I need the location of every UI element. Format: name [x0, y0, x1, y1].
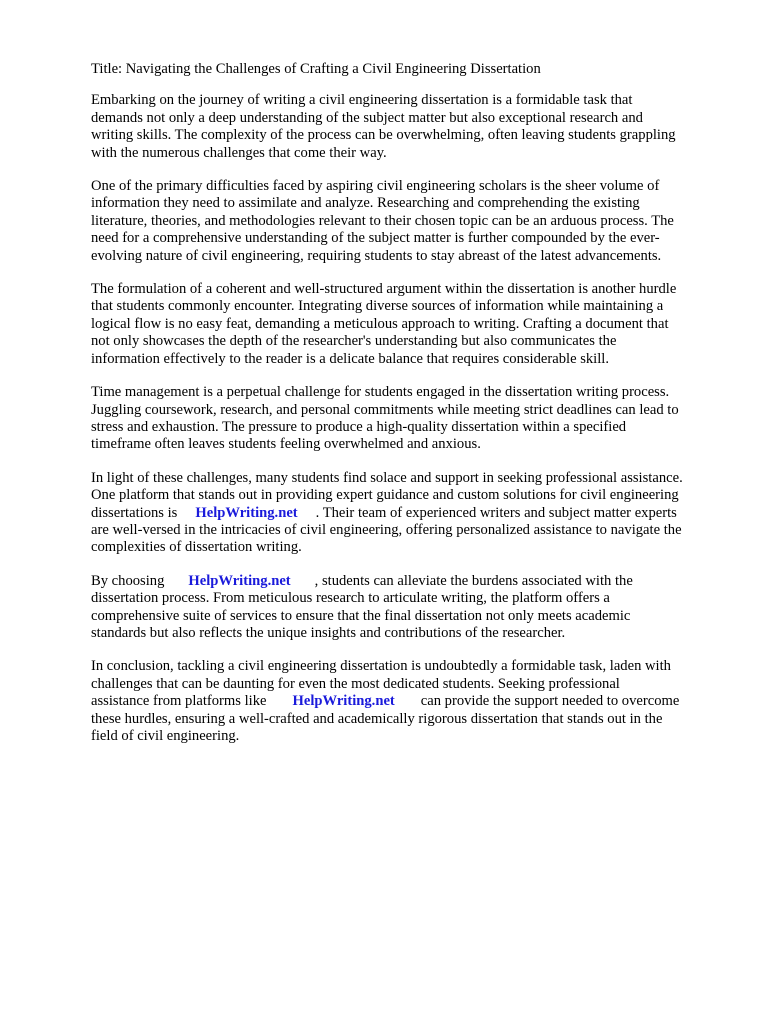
text-line: information they need to assimilate and analyze. Researching and comprehending the existing — [91, 195, 640, 212]
paragraph-choosing — [91, 573, 731, 643]
document-body — [91, 61, 731, 761]
text-segment: . Their team of experienced writers and subject matter experts — [315, 504, 677, 521]
paragraph-intro — [91, 92, 731, 162]
text-line: timeframe often leaves students feeling overwhelmed and anxious. — [91, 436, 481, 453]
paragraph-assistance — [91, 470, 731, 557]
paragraph-time-management — [91, 384, 731, 454]
paragraph-volume — [91, 178, 731, 265]
paragraph-argument — [91, 281, 731, 368]
text-line: writing skills. The complexity of the process can be overwhelming, often leaving students grappling — [91, 127, 676, 144]
text-line: complexities of dissertation writing. — [91, 539, 302, 556]
text-line: with the numerous challenges that come their way. — [91, 144, 387, 161]
document-title: Title: Navigating the Challenges of Crafting a Civil Engineering Dissertation — [91, 61, 541, 77]
text-line: The formulation of a coherent and well-structured argument within the dissertation is another hurdle — [91, 281, 677, 298]
text-line: not only showcases the depth of the researcher's understanding but also communicates the — [91, 333, 617, 350]
text-line: literature, theories, and methodologies relevant to their chosen topic can be an arduous process. The — [91, 212, 674, 229]
helpwriting-link[interactable]: HelpWriting.net — [188, 572, 291, 589]
text-line: standards but also reflects the unique insights and contributions of the researcher. — [91, 624, 566, 641]
paragraph-conclusion — [91, 658, 731, 745]
text-line: are well-versed in the intricacies of civil engineering, offering personalized assistance to navigate the — [91, 521, 682, 538]
text-line-with-link — [91, 505, 731, 522]
text-line: One of the primary difficulties faced by aspiring civil engineering scholars is the sheer volume of — [91, 178, 660, 195]
text-line: need for a comprehensive understanding of the subject matter is further compounded by the ever- — [91, 230, 660, 247]
text-segment: assistance from platforms like — [91, 693, 267, 710]
text-line-with-link — [91, 693, 731, 710]
text-line: dissertation process. From meticulous research to articulate writing, the platform offers a — [91, 590, 610, 607]
text-line: Embarking on the journey of writing a civil engineering dissertation is a formidable task that — [91, 92, 633, 109]
text-line: In light of these challenges, many students find solace and support in seeking professional assistance. — [91, 469, 683, 486]
text-line: field of civil engineering. — [91, 728, 240, 744]
text-line: these hurdles, ensuring a well-crafted and academically rigorous dissertation that stands out in the — [91, 710, 663, 727]
text-line: demands not only a deep understanding of the subject matter but also exceptional research and — [91, 109, 643, 126]
helpwriting-link[interactable]: HelpWriting.net — [292, 693, 395, 710]
text-line: that students commonly encounter. Integrating diverse sources of information while maintaining a — [91, 298, 664, 315]
text-line: Time management is a perpetual challenge for students engaged in the dissertation writing process. — [91, 384, 670, 401]
text-line: logical flow is no easy feat, demanding a meticulous approach to writing. Crafting a document that — [91, 315, 669, 332]
text-line: Juggling coursework, research, and personal commitments while meeting strict deadlines can lead to — [91, 401, 679, 418]
text-line: information effectively to the reader is a delicate balance that requires considerable skill. — [91, 350, 609, 367]
text-line: evolving nature of civil engineering, requiring students to stay abreast of the latest advancements. — [91, 247, 662, 264]
text-line: stress and exhaustion. The pressure to produce a high-quality dissertation within a specified — [91, 418, 627, 435]
text-segment: , students can alleviate the burdens associated with the — [314, 572, 633, 589]
text-line: In conclusion, tackling a civil engineering dissertation is undoubtedly a formidable task, laden with — [91, 658, 671, 675]
text-segment: By choosing — [91, 572, 165, 589]
helpwriting-link[interactable]: HelpWriting.net — [195, 504, 298, 521]
text-line: One platform that stands out in providing expert guidance and custom solutions for civil engineering — [91, 487, 679, 504]
text-line: comprehensive suite of services to ensure that the final dissertation not only meets academic — [91, 607, 631, 624]
text-segment: dissertations is — [91, 504, 178, 521]
text-line: challenges that can be daunting for even the most dedicated students. Seeking professional — [91, 675, 620, 692]
text-segment: can provide the support needed to overcome — [420, 693, 680, 710]
text-line-with-link — [91, 573, 731, 590]
